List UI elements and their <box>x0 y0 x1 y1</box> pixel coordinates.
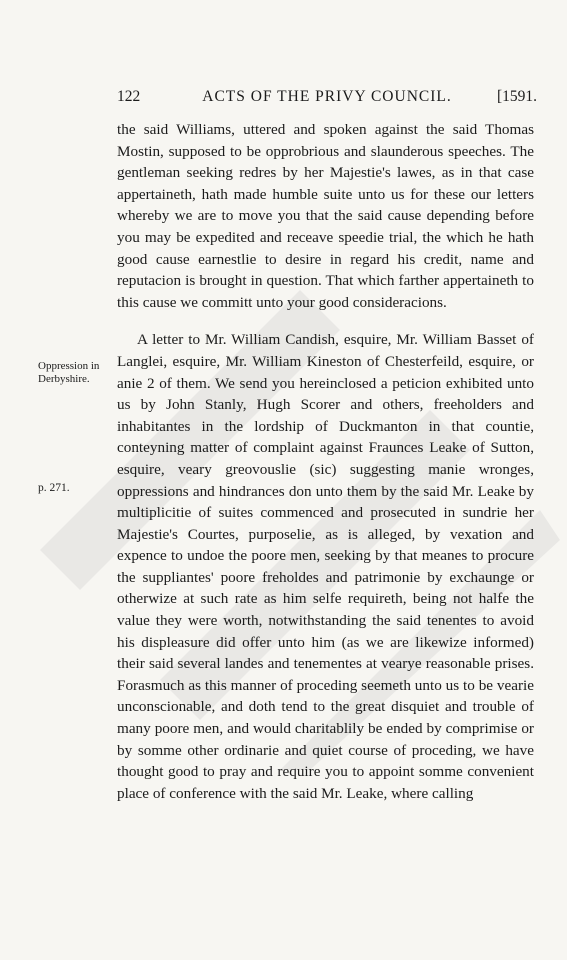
page-number: 122 <box>117 88 141 105</box>
sidenote-topic: Oppression in Derbyshire. <box>38 360 100 385</box>
paragraph-continued: the said Williams, uttered and spoken against the said Thomas Mostin, supposed to be opprobrious and slaunderous speeches. The gentleman seeking redres by her Majestie's lawes, as in that case appertaineth, hath made humble suite unto us for these our letters whereby we are to move you that the said cause depending before you may be expedited and receave speedie trial, the which he hath good cause earnestlie to desire in regard his credit, name and reputacion is brought in question. That which farther appertaineth to this cause we committ unto your good consideracions. <box>117 121 534 311</box>
sidenote-page-ref: p. 271. <box>38 482 70 494</box>
paragraph-letter: A letter to Mr. William Candish, esquire, Mr. William Basset of Langlei, esquire, Mr. William Kineston of Chesterfeild, esquire, or anie 2 of them. We send you hereinclosed a peticion exhibited unto us by John Stanly, Hugh Scorer and others, freeholders and inhabitantes in the lordship of Duckmanton in that countie, conteyning matter of complaint against Fraunces Leake of Sutton, esquire, veary greovouslie (sic) suggesting manie wronges, oppressions and hindrances don unto them by the said Mr. Leake by multiplicitie of suites commenced and prosecuted in sundrie her Majestie's Courtes, purposelie, as is alleged, by vexation and expence to undoe the poore men, seeking by that meanes to procure the suppliantes' poore freholdes and patrimonie by exchaunge or otherwize at such rate as him selfe requireth, being not halfe the value they were worth, notwithstanding the said tenentes to avoid his displeasure did offer unto him (as we are likewize informed) their said several landes and tenementes at vearye reasonable prises. Forasmuch as this manner of proceding seemeth unto us to be vearie unconscionable, and doth tend to the great disquiet and trouble of many poore men, and would charitablily be ended by comprimise or by somme other ordinarie and quiet course of proceding, we have thought good to pray and require you to appoint somme convenient place of conference with the said Mr. Leake, where calling <box>117 331 534 802</box>
running-header <box>117 88 537 112</box>
year-marker: [1591. <box>496 88 537 105</box>
running-title: ACTS OF THE PRIVY COUNCIL. <box>202 88 452 105</box>
page-body <box>117 119 534 804</box>
